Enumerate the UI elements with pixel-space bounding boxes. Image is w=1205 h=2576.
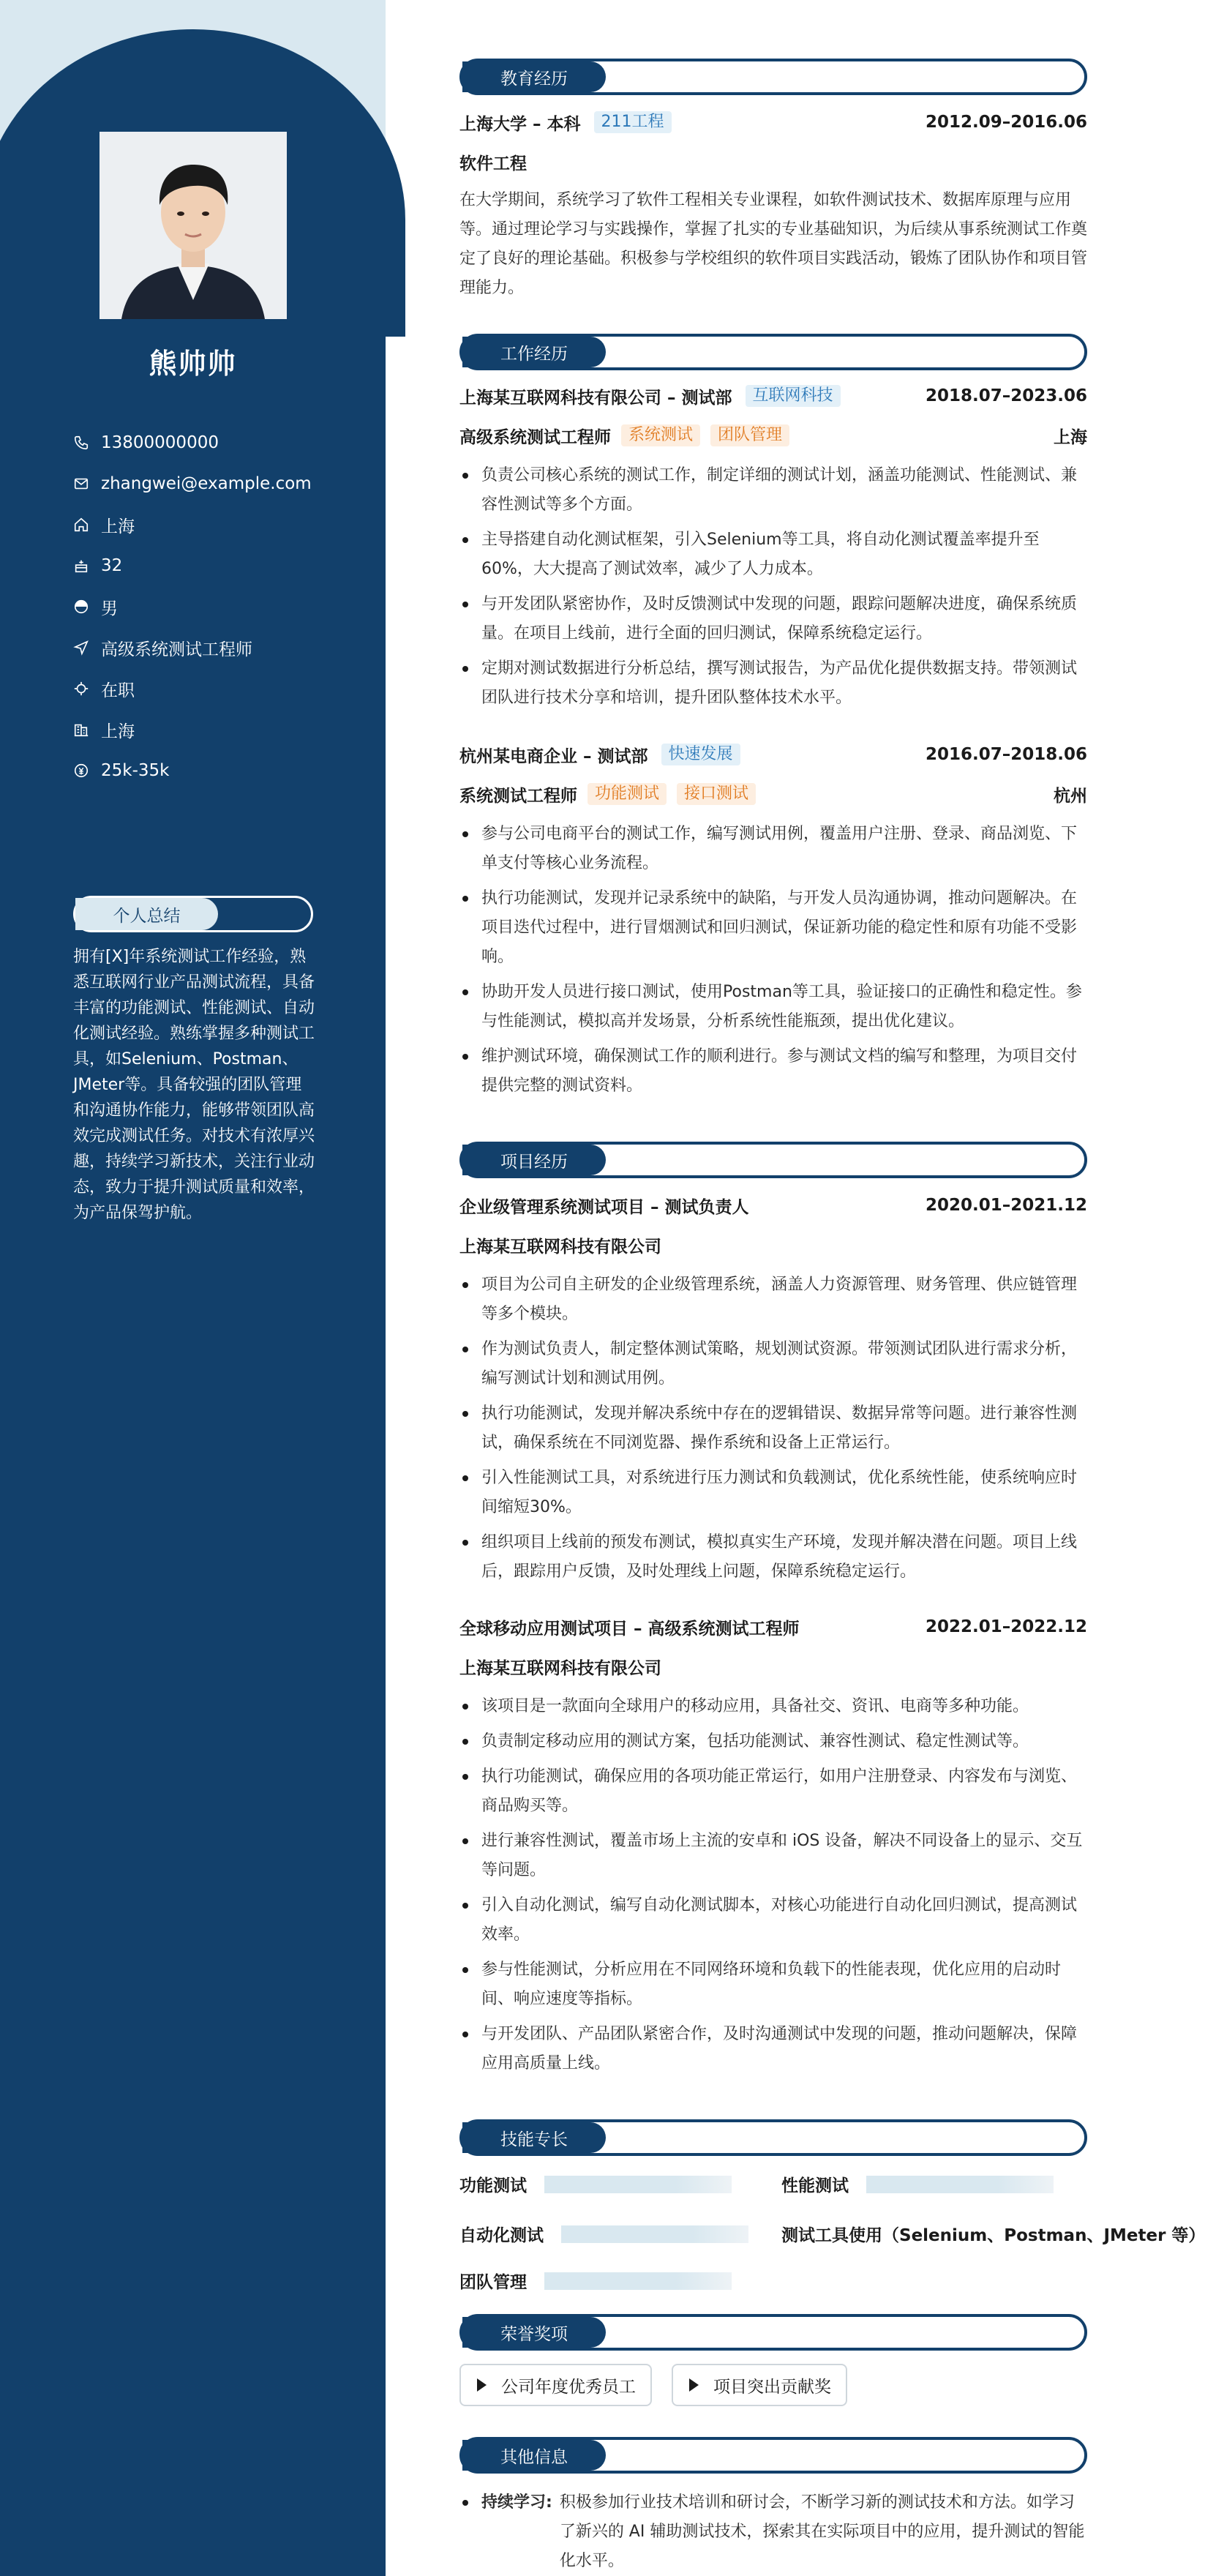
- skill-item: 自动化测试: [459, 2222, 748, 2246]
- info-email: zhangwei@example.com: [73, 463, 366, 504]
- job-company: 上海某互联网科技有限公司 – 测试部: [459, 388, 732, 408]
- avatar: [100, 132, 287, 319]
- list-item: 执行功能测试，发现并解决系统中存在的逻辑错误、数据异常等问题。进行兼容性测试，确保系统在不同浏览器、操作系统和设备上正常运行。: [459, 1399, 1087, 1458]
- education-title: 教育经历: [462, 61, 606, 92]
- info-location: 上海: [73, 504, 366, 545]
- project-company: 上海某互联网科技有限公司: [459, 1658, 661, 1678]
- project-company: 上海某互联网科技有限公司: [459, 1237, 661, 1257]
- avatar-portrait-icon: [100, 132, 287, 319]
- job-duties: [459, 820, 1087, 1101]
- education-date: 2012.09–2016.06: [925, 113, 1087, 132]
- project-1: [459, 1193, 1087, 1592]
- other-label: 持续学习:: [481, 2493, 552, 2512]
- job-skill-tag: 系统测试: [621, 424, 700, 446]
- info-position: 高级系统测试工程师: [73, 627, 366, 668]
- age-icon: [73, 558, 89, 574]
- job-date: 2016.07–2018.06: [925, 745, 1087, 764]
- list-item: 参与公司电商平台的测试工作，编写测试用例，覆盖用户注册、登录、商品浏览、下单支付等核心业务流程。: [459, 820, 1087, 878]
- work-section-header: [459, 334, 1087, 370]
- list-item: 负责制定移动应用的测试方案，包括功能测试、兼容性测试、稳定性测试等。: [459, 1727, 1087, 1756]
- skill-level-bar: [544, 2176, 732, 2193]
- skill-level-bar: [561, 2225, 748, 2243]
- job-1: [459, 383, 1087, 719]
- list-item: 引入自动化测试，编写自动化测试脚本，对核心功能进行自动化回归测试，提高测试效率。: [459, 1891, 1087, 1950]
- skill-item: 测试工具使用（Selenium、Postman、JMeter 等）: [781, 2226, 1205, 2245]
- summary-text: 拥有[X]年系统测试工作经验，熟悉互联网行业产品测试流程，具备丰富的功能测试、性能测试、自动化测试经验。熟练掌握多种测试工具，如Selenium、Postman、JMeter等。具备较强的团队管理和沟通协作能力，能够带领团队高效完成测试任务。对技术有浓厚兴趣，持续学习新技术，关注行业动态，致力于提升测试质量和效率，为产品保驾护航。: [73, 948, 315, 1222]
- job-role: 系统测试工程师: [459, 786, 577, 806]
- education-block: [459, 110, 1087, 303]
- job-skill-tag: 功能测试: [588, 783, 667, 805]
- job-skill-tag: 接口测试: [677, 783, 756, 805]
- list-item: 进行兼容性测试，覆盖市场上主流的安卓和 iOS 设备，解决不同设备上的显示、交互等问题。: [459, 1827, 1087, 1885]
- job-role: 高级系统测试工程师: [459, 427, 611, 447]
- other-info-list: [459, 2488, 1089, 2576]
- summary-header: [73, 896, 313, 932]
- job-date: 2018.07–2023.06: [925, 386, 1087, 405]
- summary-title: 个人总结: [75, 898, 218, 930]
- candidate-name: 熊帅帅: [149, 348, 237, 380]
- position-icon: [73, 640, 89, 656]
- gender-icon: [73, 599, 89, 615]
- award-item: 项目突出贡献奖: [672, 2364, 847, 2406]
- list-item: 主导搭建自动化测试框架，引入Selenium等工具，将自动化测试覆盖率提升至60%，大大提高了测试效率，减少了人力成本。: [459, 525, 1087, 584]
- school-name: 上海大学 – 本科: [459, 114, 581, 134]
- contact-info-list: [73, 422, 366, 791]
- project-date: 2022.01–2022.12: [925, 1617, 1087, 1636]
- job-skill-tag: 团队管理: [710, 424, 789, 446]
- city-icon: [73, 722, 89, 738]
- info-gender: 男: [73, 586, 366, 627]
- projects-section-header: [459, 1142, 1087, 1178]
- status-icon: [73, 681, 89, 697]
- list-item: 负责公司核心系统的测试工作，制定详细的测试计划，涵盖功能测试、性能测试、兼容性测试等多个方面。: [459, 461, 1087, 520]
- info-status: 在职: [73, 668, 366, 709]
- skills-section-header: [459, 2119, 1087, 2156]
- education-section-header: [459, 59, 1087, 95]
- info-phone: 13800000000: [73, 422, 366, 463]
- list-item: 与开发团队、产品团队紧密合作，及时沟通测试中发现的问题，推动问题解决，保障应用高质量上线。: [459, 2020, 1087, 2078]
- award-item: 公司年度优秀员工: [459, 2364, 652, 2406]
- skill-item: 功能测试: [459, 2172, 732, 2196]
- job-company-tag: 快速发展: [661, 744, 740, 765]
- job-2: [459, 742, 1087, 1107]
- other-title: 其他信息: [462, 2440, 606, 2471]
- honors-title: 荣誉奖项: [462, 2317, 606, 2348]
- skill-level-bar: [544, 2272, 732, 2290]
- list-item: [459, 2488, 1089, 2576]
- job-city: 上海: [1054, 427, 1087, 447]
- project-duties: [459, 1692, 1087, 2078]
- other-section-header: [459, 2437, 1087, 2474]
- project-2: [459, 1614, 1087, 2084]
- list-item: 执行功能测试，发现并记录系统中的缺陷，与开发人员沟通协调，推动问题解决。在项目迭代过程中，进行冒烟测试和回归测试，保证新功能的稳定性和原有功能不受影响。: [459, 884, 1087, 972]
- major: 软件工程: [459, 154, 527, 173]
- project-name: 全球移动应用测试项目 – 高级系统测试工程师: [459, 1619, 800, 1639]
- home-icon: [73, 517, 89, 533]
- list-item: 协助开发人员进行接口测试，使用Postman等工具，验证接口的正确性和稳定性。参与性能测试，模拟高并发场景，分析系统性能瓶颈，提出优化建议。: [459, 978, 1087, 1036]
- skill-level-bar: [866, 2176, 1054, 2193]
- list-item: 该项目是一款面向全球用户的移动应用，具备社交、资讯、电商等多种功能。: [459, 1692, 1087, 1721]
- honors-section-header: [459, 2314, 1087, 2351]
- info-city: 上海: [73, 709, 366, 750]
- skills-title: 技能专长: [462, 2122, 606, 2153]
- list-item: 与开发团队紧密协作，及时反馈测试中发现的问题，跟踪问题解决进度，确保系统质量。在项目上线前，进行全面的回归测试，保障系统稳定运行。: [459, 590, 1087, 648]
- list-item: 项目为公司自主研发的企业级管理系统，涵盖人力资源管理、财务管理、供应链管理等多个模块。: [459, 1270, 1087, 1329]
- salary-icon: [73, 763, 89, 779]
- sidebar: [0, 0, 386, 2576]
- list-item: 定期对测试数据进行分析总结，撰写测试报告，为产品优化提供数据支持。带领测试团队进行技术分享和培训，提升团队整体技术水平。: [459, 654, 1087, 713]
- list-item: 组织项目上线前的预发布测试，模拟真实生产环境，发现并解决潜在问题。项目上线后，跟踪用户反馈，及时处理线上问题，保障系统稳定运行。: [459, 1528, 1087, 1587]
- play-icon: [477, 2378, 487, 2392]
- education-description: 在大学期间，系统学习了软件工程相关专业课程，如软件测试技术、数据库原理与应用等。通过理论学习与实践操作，掌握了扎实的专业基础知识，为后续从事系统测试工作奠定了良好的理论基础。积极参与学校组织的软件项目实践活动，锻炼了团队协作和项目管理能力。: [459, 191, 1088, 297]
- other-text: 积极参加行业技术培训和研讨会，不断学习新的测试技术和方法。如学习了新兴的 AI 辅助测试技术，探索其在实际项目中的应用，提升测试的智能化水平。: [559, 2493, 1085, 2570]
- list-item: 执行功能测试，确保应用的各项功能正常运行，如用户注册登录、内容发布与浏览、商品购买等。: [459, 1762, 1087, 1821]
- job-company: 杭州某电商企业 – 测试部: [459, 746, 648, 766]
- job-company-tag: 互联网科技: [746, 385, 841, 407]
- project-duties: [459, 1270, 1087, 1587]
- skill-item: 性能测试: [781, 2172, 1054, 2196]
- job-duties: [459, 461, 1087, 713]
- play-icon: [689, 2378, 699, 2392]
- project-date: 2020.01–2021.12: [925, 1196, 1087, 1215]
- work-title: 工作经历: [462, 337, 606, 367]
- phone-icon: [73, 435, 89, 451]
- project-name: 企业级管理系统测试项目 – 测试负责人: [459, 1197, 749, 1217]
- list-item: 引入性能测试工具，对系统进行压力测试和负载测试，优化系统性能，使系统响应时间缩短30%。: [459, 1464, 1087, 1522]
- info-age: 32: [73, 545, 366, 586]
- school-tag: 211工程: [594, 111, 672, 133]
- skill-item: 团队管理: [459, 2269, 732, 2293]
- list-item: 作为测试负责人，制定整体测试策略，规划测试资源。带领测试团队进行需求分析，编写测试计划和测试用例。: [459, 1335, 1087, 1393]
- info-salary: 25k-35k: [73, 750, 366, 791]
- list-item: 维护测试环境，确保测试工作的顺利进行。参与测试文档的编写和整理，为项目交付提供完整的测试资料。: [459, 1042, 1087, 1101]
- list-item: 参与性能测试，分析应用在不同网络环境和负载下的性能表现，优化应用的启动时间、响应速度等指标。: [459, 1955, 1087, 2014]
- email-icon: [73, 476, 89, 492]
- projects-title: 项目经历: [462, 1145, 606, 1175]
- job-city: 杭州: [1054, 786, 1087, 806]
